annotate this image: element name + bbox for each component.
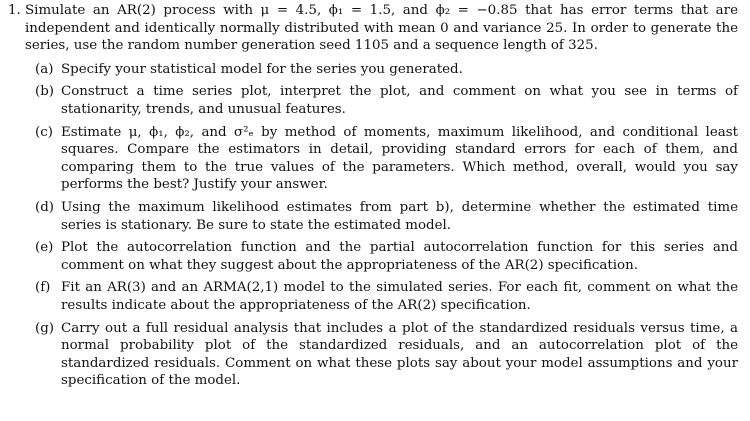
part-g: [25, 320, 738, 390]
problem-number: 1.: [8, 3, 21, 18]
part-text: Estimate μ, ϕ₁, ϕ₂, and σ²ₑ by method of moments, maximum likelihood, and conditional least squares. Compare the estimators in detail, providing standard errors for each of them, and comparing them to the true values of the parameters. Which method, overall, would you say performs the best? Justify your answer.: [61, 124, 738, 193]
part-label: (a): [35, 61, 54, 77]
part-text: Specify your statistical model for the series you generated.: [61, 61, 463, 77]
part-d: [25, 199, 738, 234]
part-e: [25, 239, 738, 274]
part-label: (d): [35, 199, 55, 215]
part-label: (f): [35, 280, 51, 296]
part-text: Carry out a full residual analysis that includes a plot of the standardized residuals versus time, a normal probability plot of the standardized residuals, and an autocorrelation plot of the standardized residuals. Comment on what these plots say about your model assumptions and your specification of the model.: [61, 320, 738, 389]
part-label: (g): [35, 320, 55, 336]
part-f: [25, 279, 738, 314]
parts-list: [25, 61, 738, 390]
problem-1: [8, 2, 738, 390]
part-label: (e): [35, 240, 54, 256]
part-text: Plot the autocorrelation function and the partial autocorrelation function for this series and comment on what they suggest about the appropriateness of the AR(2) specification.: [61, 240, 738, 273]
part-label: (b): [35, 84, 55, 100]
part-a: [25, 61, 738, 79]
part-text: Construct a time series plot, interpret the plot, and comment on what you see in terms of stationarity, trends, and unusual features.: [61, 84, 738, 117]
document-page: [8, 2, 738, 395]
part-text: Fit an AR(3) and an ARMA(2,1) model to the simulated series. For each fit, comment on what the results indicate about the appropriateness of the AR(2) specification.: [61, 280, 738, 313]
part-text: Using the maximum likelihood estimates from part b), determine whether the estimated time series is stationary. Be sure to state the estimated model.: [61, 199, 738, 233]
part-label: (c): [35, 124, 53, 140]
problem-stem: Simulate an AR(2) process with μ = 4.5, ϕ₁ = 1.5, and ϕ₂ = −0.85 that has error terms that are independent and identically normally distributed with mean 0 and variance 25. In order to generate the series, use the random number generation seed 1105 and a sequence length of 325.: [25, 3, 738, 54]
part-b: [25, 83, 738, 118]
part-c: [25, 124, 738, 194]
